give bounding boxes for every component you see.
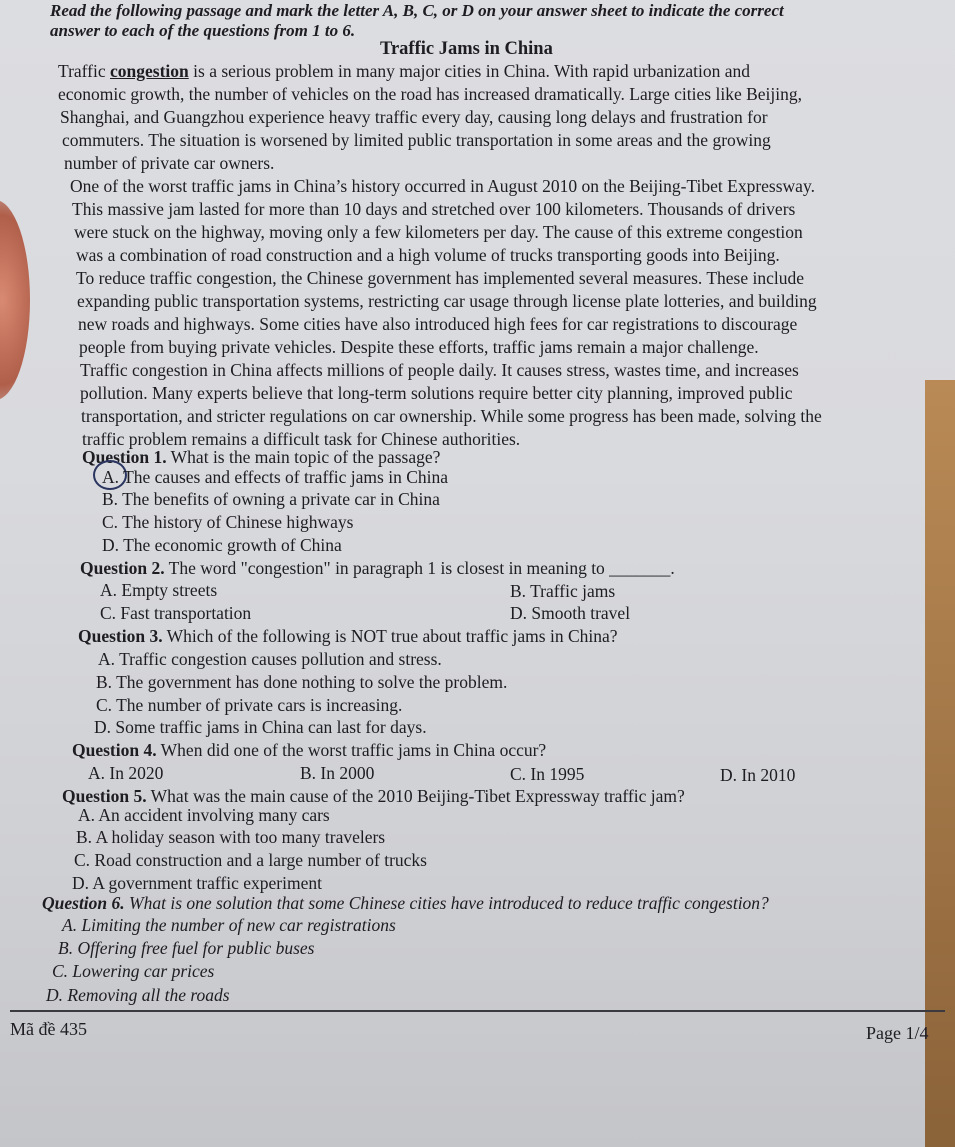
- passage-title: Traffic Jams in China: [380, 39, 553, 59]
- para1-line4: commuters. The situation is worsened by limited public transportation in some areas and the growing: [62, 130, 771, 150]
- q3-option-a[interactable]: A. Traffic congestion causes pollution and stress.: [98, 649, 442, 669]
- q5-option-d[interactable]: D. A government traffic experiment: [72, 873, 322, 893]
- para2-line2: This massive jam lasted for more than 10 days and stretched over 100 kilometers. Thousands of drivers: [72, 199, 796, 219]
- q6-option-a[interactable]: A. Limiting the number of new car registrations: [62, 915, 396, 935]
- q6-option-d[interactable]: D. Removing all the roads: [46, 985, 230, 1005]
- q1-option-b[interactable]: B. The benefits of owning a private car in China: [102, 489, 440, 509]
- question-4: Question 4. When did one of the worst traffic jams in China occur?: [72, 740, 547, 760]
- instruction-line-2: answer to each of the questions from 1 to 6.: [50, 21, 356, 40]
- para2-line1: One of the worst traffic jams in China’s history occurred in August 2010 on the Beijing-Tibet Expressway.: [70, 176, 815, 196]
- exam-code: Mã đề 435: [10, 1019, 87, 1039]
- para2-line3: were stuck on the highway, moving only a few kilometers per day. The cause of this extreme congestion: [74, 222, 803, 242]
- q3-option-b[interactable]: B. The government has done nothing to solve the problem.: [96, 672, 508, 692]
- para3-line3: new roads and highways. Some cities have also introduced high fees for car registrations to discourage: [78, 314, 798, 334]
- q2-option-d[interactable]: D. Smooth travel: [510, 603, 631, 623]
- q5-option-b[interactable]: B. A holiday season with too many travelers: [76, 827, 386, 847]
- q5-option-c[interactable]: C. Road construction and a large number of trucks: [74, 850, 427, 870]
- q4-option-d[interactable]: D. In 2010: [720, 765, 796, 785]
- para3-line4: people from buying private vehicles. Despite these efforts, traffic jams remain a major challenge.: [79, 337, 759, 357]
- q2-option-c[interactable]: C. Fast transportation: [100, 603, 252, 623]
- q6-option-c[interactable]: C. Lowering car prices: [52, 961, 215, 981]
- para4-line4: traffic problem remains a difficult task for Chinese authorities.: [82, 429, 521, 449]
- q4-option-c[interactable]: C. In 1995: [510, 764, 585, 784]
- para3-line2: expanding public transportation systems, restricting car usage through license plate lotteries, and building: [77, 291, 817, 311]
- para3-line1: To reduce traffic congestion, the Chinese government has implemented several measures. These include: [76, 268, 805, 288]
- page-number: Page 1/4: [866, 1023, 929, 1043]
- question-1: Question 1. What is the main topic of the passage?: [82, 447, 441, 467]
- question-3: Question 3. Which of the following is NOT true about traffic jams in China?: [78, 626, 618, 646]
- question-2: Question 2. The word "congestion" in paragraph 1 is closest in meaning to _______.: [80, 558, 675, 578]
- q2-option-a[interactable]: A. Empty streets: [100, 580, 218, 600]
- para2-line4: was a combination of road construction and a high volume of trucks transporting goods into Beijing.: [76, 245, 780, 265]
- q5-option-a[interactable]: A. An accident involving many cars: [78, 805, 330, 825]
- q1-option-a[interactable]: A. The causes and effects of traffic jams in China: [102, 467, 449, 487]
- q1-option-c[interactable]: C. The history of Chinese highways: [102, 512, 354, 532]
- instruction-line-1: Read the following passage and mark the letter A, B, C, or D on your answer sheet to indicate the correct: [50, 1, 784, 20]
- footer-divider: [10, 1010, 945, 1012]
- para1-line3: Shanghai, and Guangzhou experience heavy traffic every day, causing long delays and frustration for: [60, 107, 768, 127]
- underlined-word: congestion: [110, 61, 189, 81]
- para1-line2: economic growth, the number of vehicles on the road has increased dramatically. Large cities like Beijing,: [58, 84, 802, 104]
- q4-option-a[interactable]: A. In 2020: [88, 763, 164, 783]
- para4-line3: transportation, and stricter regulations on car ownership. While some progress has been made, solving the: [81, 406, 822, 426]
- q4-option-b[interactable]: B. In 2000: [300, 763, 375, 783]
- q1-option-d[interactable]: D. The economic growth of China: [102, 535, 342, 555]
- q3-option-d[interactable]: D. Some traffic jams in China can last for days.: [94, 717, 427, 737]
- q2-option-b[interactable]: B. Traffic jams: [510, 581, 616, 601]
- q3-option-c[interactable]: C. The number of private cars is increasing.: [96, 695, 403, 715]
- para1-line1: Traffic congestion is a serious problem in many major cities in China. With rapid urbanization and: [58, 61, 751, 81]
- para4-line1: Traffic congestion in China affects millions of people daily. It causes stress, wastes time, and increases: [80, 360, 799, 380]
- para4-line2: pollution. Many experts believe that long-term solutions require better city planning, improved public: [80, 383, 793, 403]
- q6-option-b[interactable]: B. Offering free fuel for public buses: [58, 938, 315, 958]
- question-6: Question 6. What is one solution that some Chinese cities have introduced to reduce traffic congestion?: [42, 893, 769, 913]
- question-5: Question 5. What was the main cause of the 2010 Beijing-Tibet Expressway traffic jam?: [62, 786, 685, 806]
- para1-line5: number of private car owners.: [64, 153, 275, 173]
